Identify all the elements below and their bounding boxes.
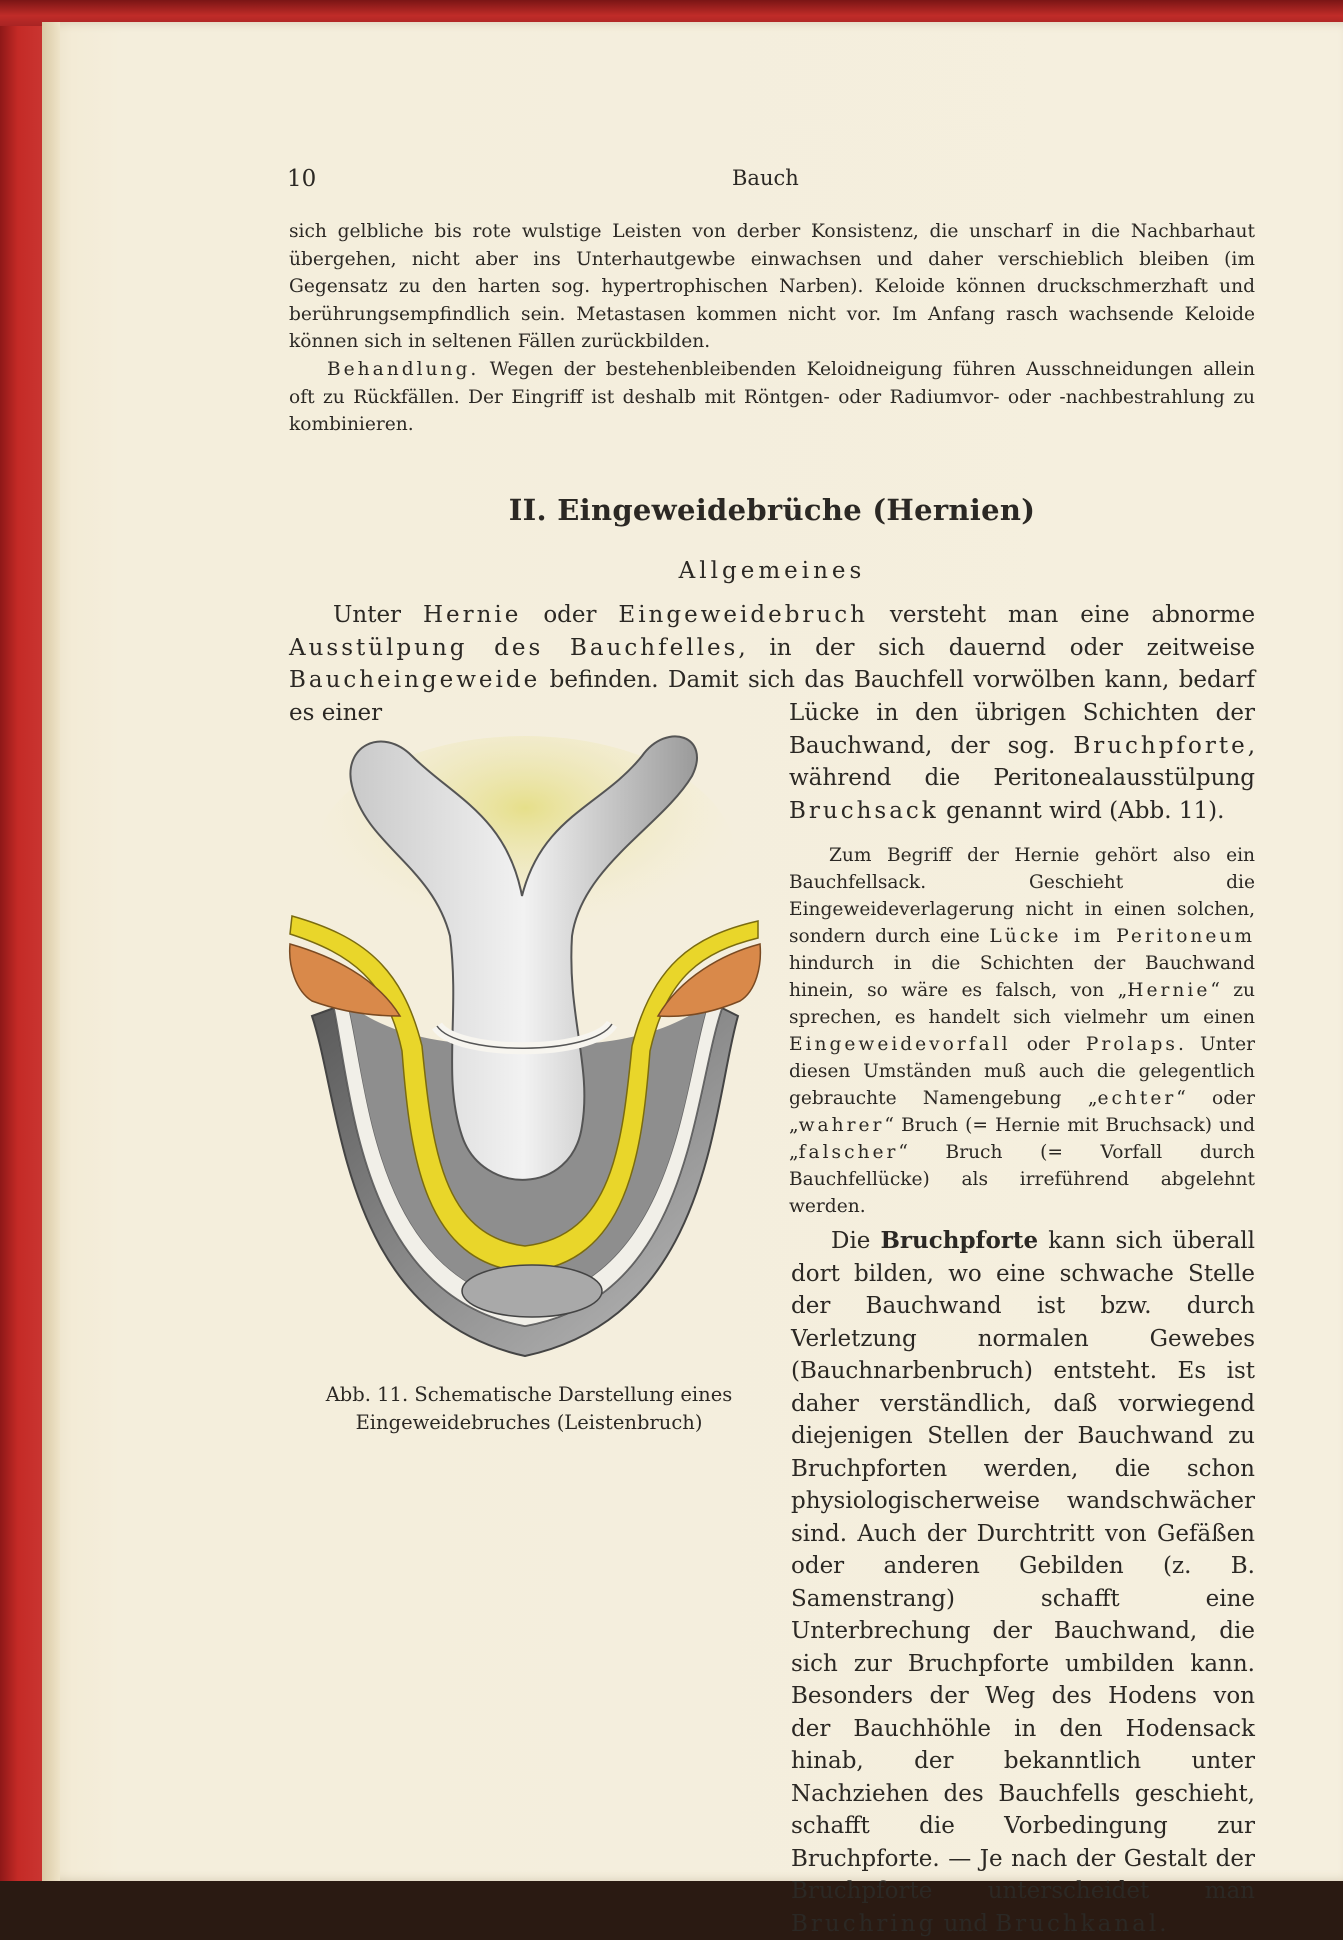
definition-text: befinden. Damit sich das Bauchfell vorwölben kann, bedarf es einer <box>289 667 1255 726</box>
sac-bottom-fold <box>462 1265 602 1317</box>
caption-line-1: Abb. 11. Schematische Darstellung eines <box>325 1383 733 1406</box>
term-baucheingeweide: Baucheingeweide <box>289 667 541 693</box>
term-eingeweidevorfall: Eingeweidevorfall <box>789 1034 1011 1055</box>
bruchpforte-bold-term: Bruchpforte <box>880 1227 1039 1254</box>
prolaps-paragraph <box>789 842 1255 1220</box>
bruchpforte-text: Die <box>831 1228 871 1254</box>
prolaps-text: . Unter diesen Umständen muß auch die gelegentlich gebrauchte Namengebung „ <box>789 1034 1255 1109</box>
running-title: Bauch <box>732 166 799 190</box>
term-falscher: falscher <box>798 1142 899 1163</box>
term-wahrer: wahrer <box>798 1115 885 1136</box>
page-number: 10 <box>287 166 317 192</box>
behandlung-paragraph <box>289 356 1255 439</box>
definition-text: oder <box>543 602 597 628</box>
term-bruchring: Bruchring <box>791 1910 937 1937</box>
behandlung-label: Behandlung. <box>327 359 480 380</box>
bruchpforte-text: . <box>1159 1910 1167 1937</box>
term-bruchpforte: Bruchpforte <box>1073 732 1248 759</box>
keloid-paragraph: sich gelbliche bis rote wulstige Leisten von derber Konsistenz, die unscharf in die Nachbarhaut übergehen, nicht aber ins Unterhautgewbe einwachsen und daher verschieblich bleiben (im Gegensatz zu den harten sog. hypertrophischen Narben). Keloide können druckschmerzhaft und berührungsempfindlich sein. Metastasen kommen nicht vor. Im Anfang rasch wachsende Keloide können sich in seltenen Fällen zurückbilden. <box>289 221 1255 352</box>
caption-line-2: Eingeweidebruches (Leistenbruch) <box>355 1411 703 1434</box>
prolaps-text: oder <box>1026 1034 1070 1055</box>
bruchpforte-text: und <box>943 1910 988 1937</box>
prolaps-text: “ oder „ <box>789 1088 1255 1136</box>
term-eingeweidebruch: Eingeweidebruch <box>618 602 868 628</box>
side-text: Lücke in den übrigen Schichten der Bauchwand, der sog. <box>789 700 1255 759</box>
chapter-title: II. Eingeweidebrüche (Hernien) <box>508 493 1036 527</box>
term-hernie: Hernie <box>422 602 522 628</box>
term-bruchsack: Bruchsack <box>789 797 939 824</box>
definition-text: Unter <box>333 602 402 628</box>
bruchpforte-definition <box>789 697 1255 827</box>
bruchpforte-text: kann sich überall dort bilden, wo eine schwache Stelle der Bauchwand ist bzw. durch Verletzung normalen Gewebes (Bauchnarbenbruch) entsteht. Es ist daher verständlich, daß vorwiegend diejenigen Stellen der Bauchwand zu Bruchpforten werden, die schon physiologischerweise wandschwächer sind. Auch der Durchtritt von Gefäßen oder anderen Gebilden (z. B. Samenstrang) schafft eine Unterbrechung der Bauchwand, die sich zur Bruchpforte umbilden kann. Besonders der Weg des Hodens von der Bauchhöhle in den Hodensack hinab, der bekanntlich unter Nachziehen des Bauchfells geschieht, schafft die Vorbedingung zur Bruchpforte. — Je nach der Gestalt der Bruchpforte unterscheidet man <box>791 1228 1255 1904</box>
prolaps-text: “ Bruch (= Hernie mit Bruchsack) und „ <box>789 1115 1255 1163</box>
prolaps-text: “ zu sprechen, es handelt sich vielmehr um einen <box>789 980 1256 1028</box>
behandlung-text: Wegen der bestehenbleibenden Keloidneigung führen Ausschneidungen allein oft zu Rückfällen. Der Eingriff ist deshalb mit Röntgen- oder Radiumvor- oder -nachbestrahlung zu kombinieren. <box>289 359 1255 435</box>
term-prolaps: Prolaps <box>1085 1034 1178 1055</box>
term-ausstuelpung: Ausstülpung des Bauchfelles <box>289 634 739 661</box>
definition-text: versteht man eine abnorme <box>889 602 1256 628</box>
term-bruchkanal: Bruchkanal <box>995 1910 1160 1937</box>
side-text: , während die Peritonealausstülpung <box>789 732 1255 791</box>
term-luecke-peritoneum: Lücke im Peritoneum <box>989 926 1255 947</box>
side-text: genannt wird (Abb. 11). <box>946 797 1225 824</box>
prolaps-text: “ Bruch (= Vorfall durch Bauchfellücke) als irreführend abgelehnt werden. <box>789 1142 1255 1217</box>
bruchpforte-paragraph <box>791 1225 1255 1940</box>
section-title: Allgemeines <box>678 558 866 584</box>
term-hernie-quote: Hernie <box>1127 980 1211 1001</box>
definition-text: , in der sich dauernd oder zeitweise <box>738 634 1255 661</box>
figure-caption <box>292 1381 766 1437</box>
page-gutter <box>42 22 60 1881</box>
term-echter: echter <box>1097 1088 1177 1109</box>
prolaps-text: hindurch in die Schichten der Bauchwand hinein, so wäre es falsch, von „ <box>789 953 1255 1001</box>
hernia-illustration <box>282 716 768 1368</box>
prolaps-text: Zum Begriff der Hernie gehört also ein Bauchfellsack. Geschieht die Eingeweideverlagerung nicht in einen solchen, sondern durch eine <box>789 845 1255 947</box>
